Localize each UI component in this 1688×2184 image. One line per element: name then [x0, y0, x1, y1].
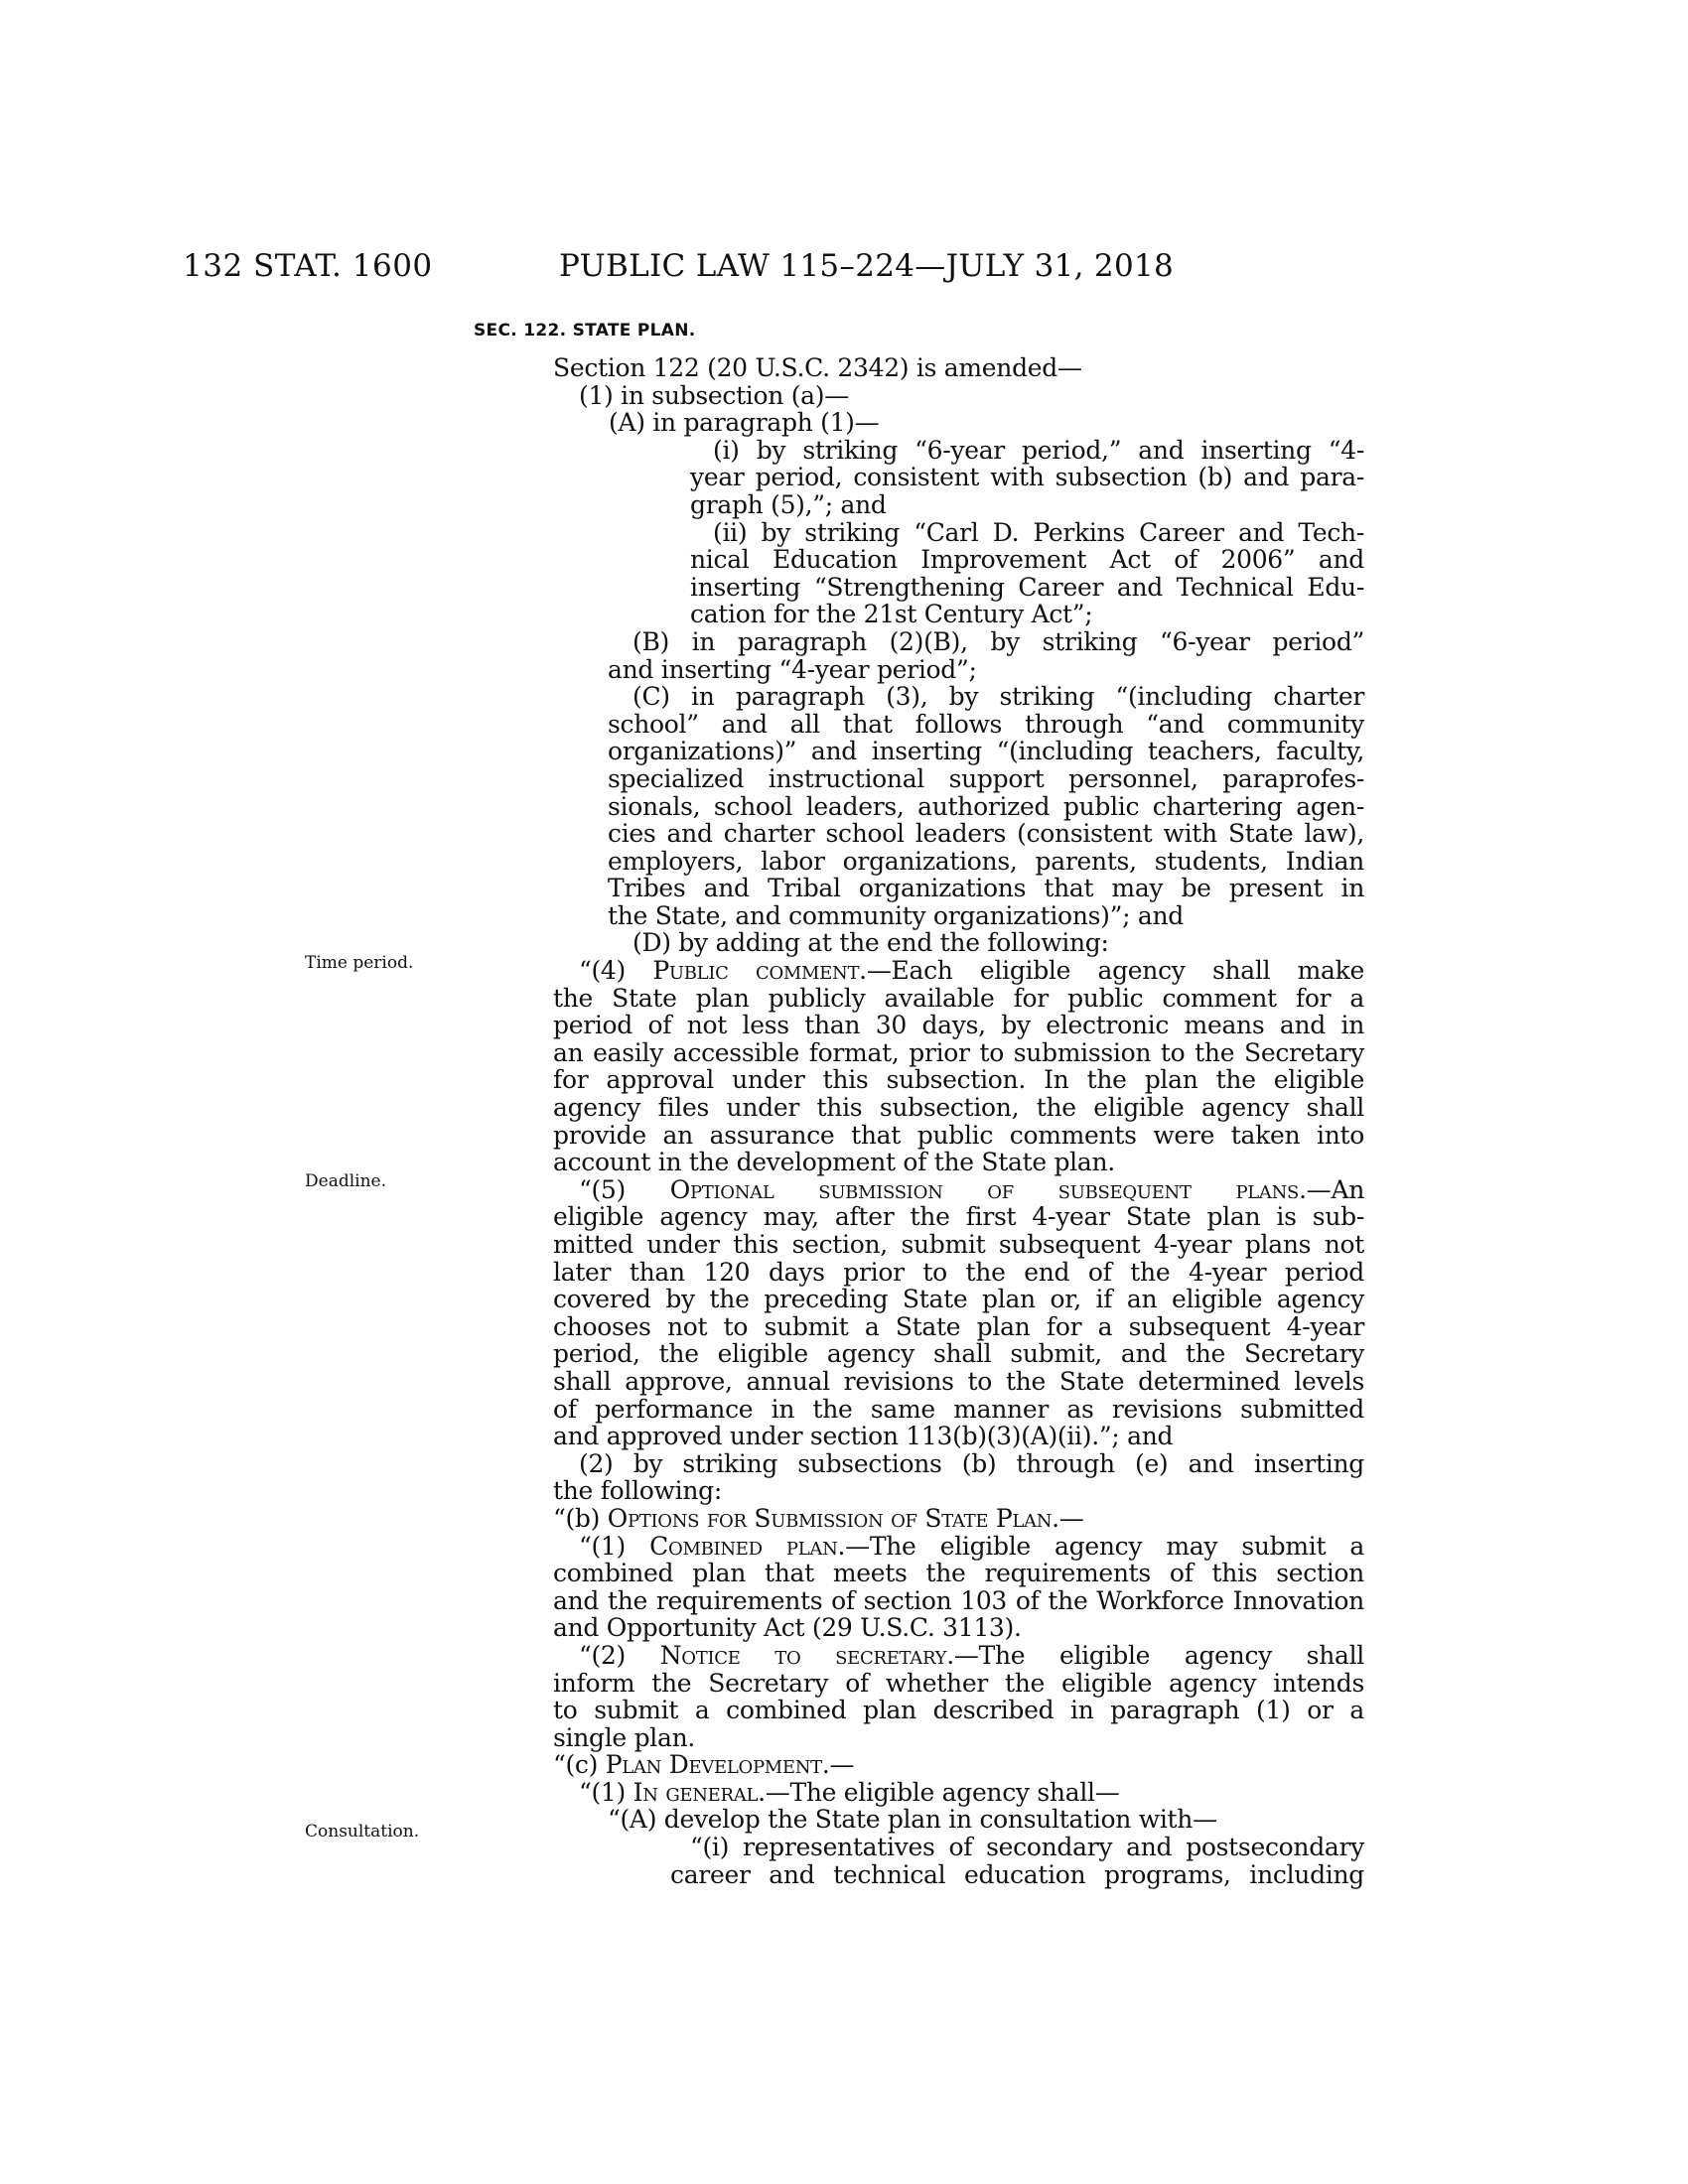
text-line: (1) in subsection (a)— [579, 380, 849, 410]
text-line: nical Education Improvement Act of 2006” and [690, 545, 1364, 575]
subsection-title: Notice to secretary [659, 1640, 947, 1670]
body-text [0, 354, 1688, 1888]
text-line: “(2) Notice to secretary.—The eligible agency shall [579, 1640, 1365, 1670]
text-line: (2) by striking subsections (b) through (e) and inserting [579, 1448, 1364, 1478]
text-line: period of not less than 30 days, by electronic means and in [553, 1011, 1364, 1040]
margin-note-deadline: Deadline. [305, 1171, 386, 1191]
text-line: (D) by adding at the end the following: [633, 928, 1109, 958]
text-line: of performance in the same manner as revisions submitted [553, 1394, 1364, 1424]
subsection-title: Combined plan [649, 1531, 838, 1561]
text-line: school” and all that follows through “and community [608, 709, 1364, 739]
text-line: later than 120 days prior to the end of the 4-year period [553, 1257, 1364, 1287]
text-line: “(5) Optional submission of subsequent plans.—An [579, 1174, 1364, 1204]
text-line: the State plan publicly available for public comment for a [553, 983, 1364, 1013]
text-line: inform the Secretary of whether the eligible agency intends [553, 1668, 1364, 1698]
subsection-title: Plan Development [605, 1750, 822, 1780]
text-line: the following: [553, 1476, 722, 1506]
text-line: account in the development of the State plan. [553, 1148, 1115, 1177]
text-line: career and technical education programs, including [670, 1859, 1364, 1889]
text-line: (A) in paragraph (1)— [609, 408, 880, 438]
text-line: and the requirements of section 103 of the Workforce Innovation [553, 1585, 1364, 1615]
text-line: combined plan that meets the requirements of this section [553, 1559, 1364, 1588]
text-line: “(b) Options for Submission of State Plan.— [553, 1503, 1084, 1533]
text-line: (i) by striking “6-year period,” and inserting “4- [713, 435, 1364, 465]
text-line: and Opportunity Act (29 U.S.C. 3113). [553, 1613, 1022, 1643]
text-line: inserting “Strengthening Career and Technical Edu- [690, 572, 1364, 602]
text-line: graph (5),”; and [690, 489, 887, 519]
text-line: provide an assurance that public comments were taken into [553, 1120, 1364, 1150]
text-line: the State, and community organizations)”; and [608, 900, 1184, 930]
text-line: period, the eligible agency shall submit, and the Secretary [553, 1339, 1364, 1369]
text-line: for approval under this subsection. In the plan the eligible [553, 1065, 1364, 1095]
text-line: (B) in paragraph (2)(B), by striking “6-year period” [633, 626, 1364, 656]
text-line: (C) in paragraph (3), by striking “(including charter [633, 682, 1364, 712]
text-line: “(1) Combined plan.—The eligible agency may submit a [579, 1531, 1365, 1561]
text-line: chooses not to submit a State plan for a subsequent 4-year [553, 1311, 1364, 1341]
law-title: PUBLIC LAW 115–224—JULY 31, 2018 [559, 248, 1175, 284]
text-line: shall approve, annual revisions to the State determined levels [553, 1366, 1364, 1396]
text-line: agency files under this subsection, the eligible agency shall [553, 1093, 1364, 1123]
text-line: eligible agency may, after the first 4-year State plan is sub- [553, 1202, 1364, 1232]
stat-citation: 132 STAT. 1600 [183, 248, 433, 284]
text-line: cies and charter school leaders (consistent with State law), [608, 819, 1364, 849]
text-line: “(1) In general.—The eligible agency shall— [579, 1777, 1120, 1807]
text-line: single plan. [553, 1722, 696, 1752]
text-line: Section 122 (20 U.S.C. 2342) is amended— [553, 353, 1082, 382]
text-line: organizations)” and inserting “(including teachers, faculty, [608, 737, 1364, 766]
subsection-title: Public comment [652, 956, 860, 986]
text-line: “(c) Plan Development.— [553, 1750, 855, 1780]
text-line: mitted under this section, submit subsequent 4-year plans not [553, 1230, 1364, 1259]
text-line: Tribes and Tribal organizations that may be present in [608, 874, 1364, 903]
text-line: sionals, school leaders, authorized public chartering agen- [608, 791, 1364, 821]
text-line: year period, consistent with subsection (b) and para- [690, 463, 1364, 492]
margin-note-time-period: Time period. [305, 953, 414, 973]
section-heading: SEC. 122. STATE PLAN. [474, 321, 696, 341]
text-line: cation for the 21st Century Act”; [690, 600, 1093, 629]
text-line: (ii) by striking “Carl D. Perkins Career and Tech- [713, 517, 1364, 547]
text-line: employers, labor organizations, parents, students, Indian [608, 846, 1364, 876]
text-line: “(A) develop the State plan in consultation with— [608, 1805, 1217, 1835]
margin-note-consultation: Consultation. [305, 1822, 420, 1842]
subsection-title: Options for Submission of State Plan [607, 1503, 1053, 1533]
text-line: and inserting “4-year period”; [608, 654, 977, 684]
subsection-title: Optional submission of subsequent plans [669, 1174, 1300, 1204]
text-line: an easily accessible format, prior to submission to the Secretary [553, 1037, 1364, 1067]
text-line: and approved under section 113(b)(3)(A)(ii).”; and [553, 1422, 1174, 1451]
subsection-title: In general [633, 1777, 759, 1807]
text-line: to submit a combined plan described in paragraph (1) or a [553, 1696, 1364, 1725]
text-line: “(i) representatives of secondary and postsecondary [690, 1833, 1364, 1862]
text-line: “(4) Public comment.—Each eligible agency shall make [579, 956, 1365, 986]
text-line: covered by the preceding State plan or, if an eligible agency [553, 1285, 1364, 1314]
text-line: specialized instructional support personnel, paraprofes- [608, 763, 1364, 793]
